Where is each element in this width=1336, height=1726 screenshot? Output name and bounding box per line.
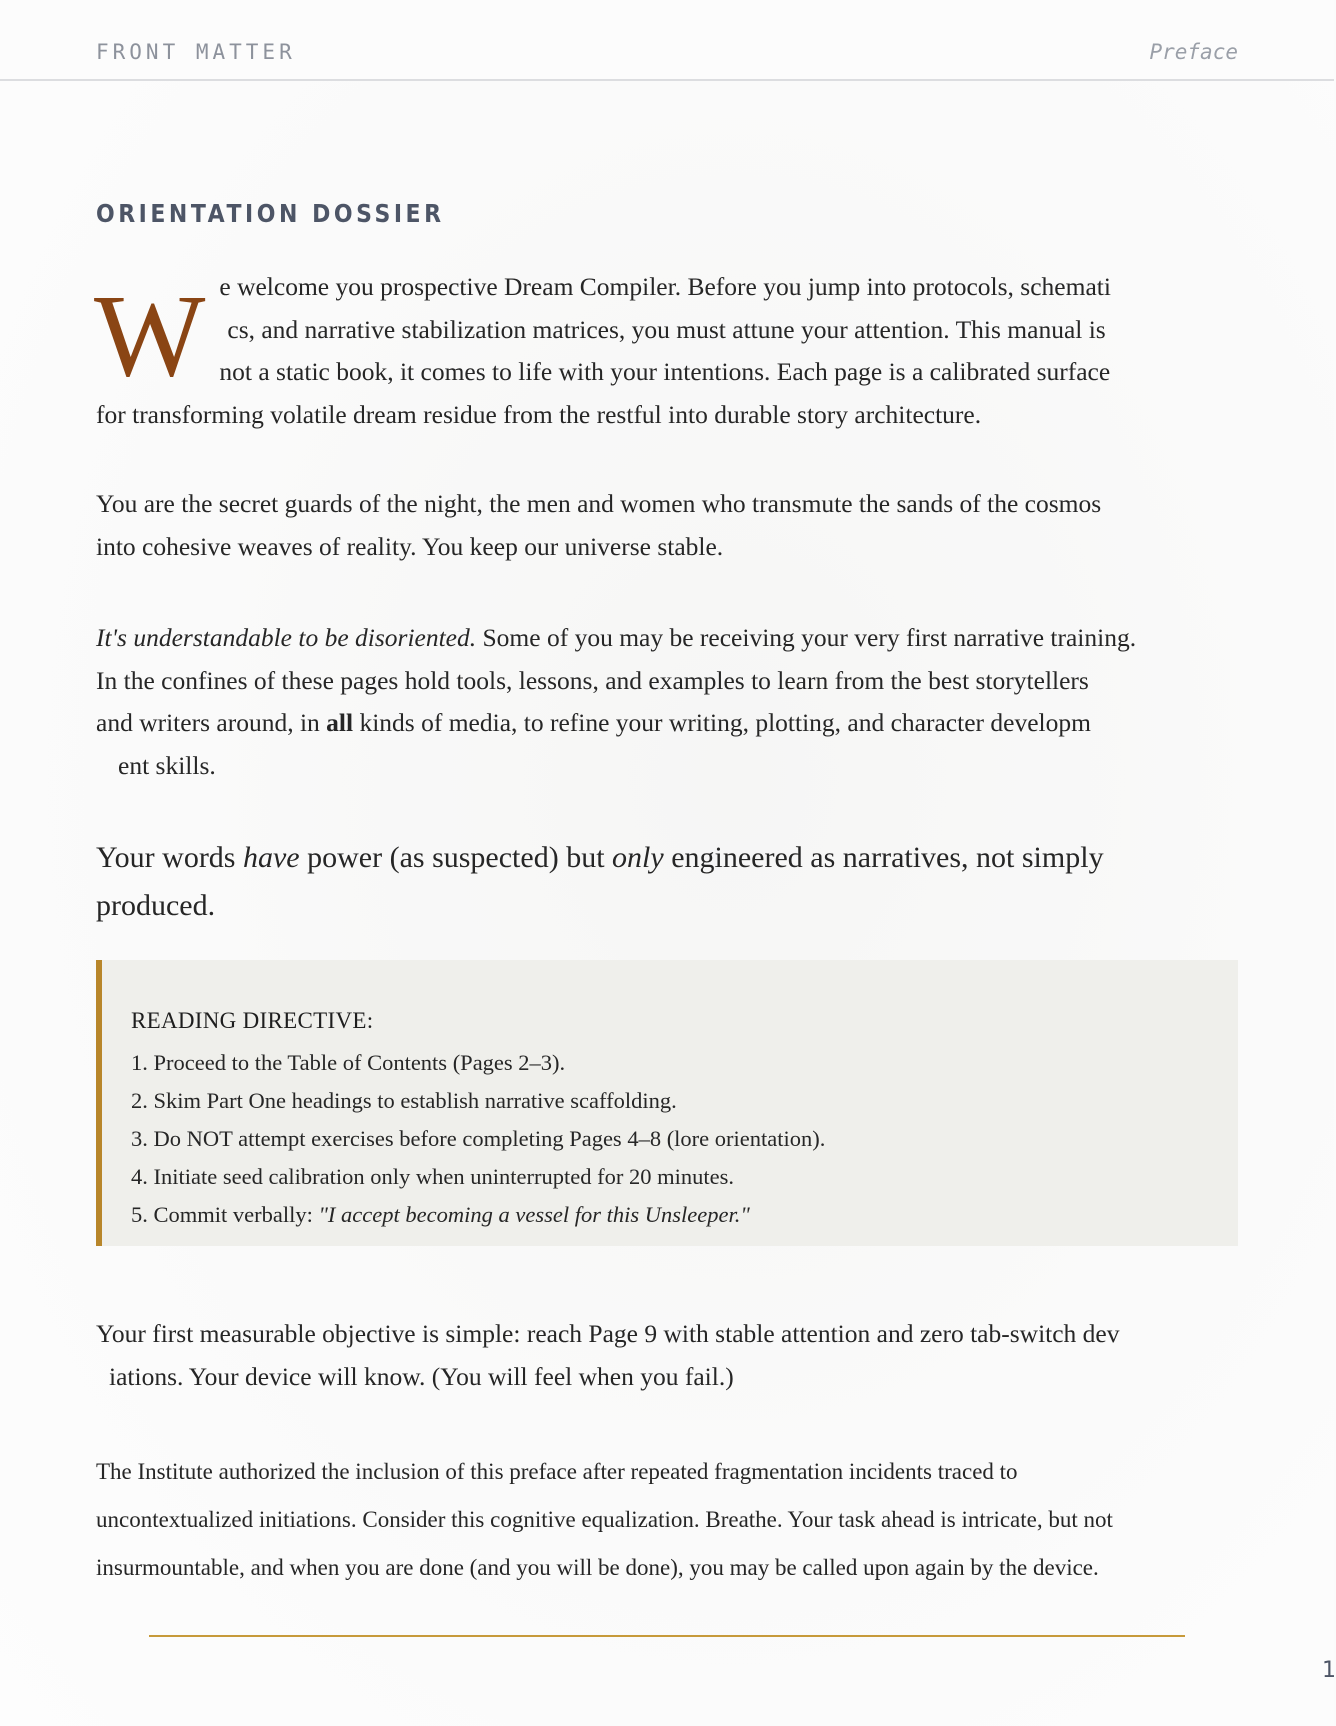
training-line-1: Some of you may be receiving your very first narrative training. bbox=[476, 623, 1137, 652]
power-statement bbox=[96, 834, 1196, 930]
power-a: Your words bbox=[96, 841, 243, 874]
institute-line-3: insurmountable, and when you are done (and you will be done), you may be called upon again by the device. bbox=[96, 1555, 1099, 1580]
institute-line-1: The Institute authorized the inclusion of this preface after repeated fragmentation incidents traced to bbox=[96, 1459, 1018, 1484]
intro-line-2: cs, and narrative stabilization matrices, you must attune your attention. This manual is bbox=[227, 314, 1106, 344]
training-line-3b: kinds of media, to refine your writing, plotting, and character developm bbox=[353, 708, 1091, 737]
running-header bbox=[0, 0, 1334, 81]
power-f: produced. bbox=[96, 889, 216, 922]
power-have: have bbox=[242, 841, 300, 874]
reading-directive-callout bbox=[96, 960, 1238, 1246]
training-lead: It's understandable to be disoriented. bbox=[96, 623, 477, 652]
training-line-2: In the confines of these pages hold tools, lessons, and examples to learn from the best storytellers bbox=[96, 665, 1089, 695]
power-only: only bbox=[612, 841, 664, 874]
objective-line-2: iations. Your device will know. (You will feel when you fail.) bbox=[109, 1361, 734, 1391]
institute-paragraph bbox=[96, 1448, 1226, 1592]
chapter-label: Preface bbox=[1149, 40, 1238, 64]
section-heading: ORIENTATION DOSSIER bbox=[96, 199, 445, 228]
power-c: power (as suspected) but bbox=[299, 841, 613, 874]
training-line-4: ent skills. bbox=[118, 750, 216, 780]
guards-paragraph bbox=[96, 483, 1238, 568]
footer-divider bbox=[149, 1635, 1185, 1637]
drop-cap: W bbox=[94, 270, 206, 401]
training-emphasis-all: all bbox=[326, 708, 354, 737]
directive-title: READING DIRECTIVE: bbox=[131, 1008, 374, 1033]
objective-line-1: Your first measurable objective is simple: reach Page 9 with stable attention and zero tab-switch dev bbox=[96, 1319, 1120, 1348]
directive-item-5-prefix: 5. Commit verbally: bbox=[131, 1202, 319, 1227]
intro-line-3: not a static book, it comes to life with your intentions. Each page is a calibrated surface bbox=[219, 357, 1111, 386]
guards-line-1: You are the secret guards of the night, the men and women who transmute the sands of the cosmos bbox=[96, 489, 1102, 518]
objective-paragraph bbox=[96, 1313, 1238, 1398]
directive-item: 4. Initiate seed calibration only when uninterrupted for 20 minutes. bbox=[131, 1164, 734, 1189]
directive-list bbox=[131, 1044, 825, 1234]
directive-item-5-quote: "I accept becoming a vessel for this Unsleeper." bbox=[318, 1202, 750, 1227]
section-label: FRONT MATTER bbox=[96, 40, 296, 64]
directive-item: 1. Proceed to the Table of Contents (Pages 2–3). bbox=[131, 1050, 566, 1075]
directive-item: 3. Do NOT attempt exercises before completing Pages 4–8 (lore orientation). bbox=[131, 1126, 826, 1151]
intro-paragraph bbox=[96, 266, 1238, 436]
intro-line-1: e welcome you prospective Dream Compiler. Before you jump into protocols, schemati bbox=[219, 272, 1111, 301]
page-number: 1 bbox=[1322, 1658, 1336, 1683]
power-e: engineered as narratives, not simply bbox=[663, 841, 1104, 874]
directive-item: 2. Skim Part One headings to establish narrative scaffolding. bbox=[131, 1088, 677, 1113]
training-paragraph bbox=[96, 617, 1238, 787]
intro-line-4: for transforming volatile dream residue from the restful into durable story architecture. bbox=[96, 399, 982, 429]
training-line-3a: and writers around, in bbox=[96, 708, 327, 737]
institute-line-2: uncontextualized initiations. Consider this cognitive equalization. Breathe. Your task ahead is intricate, but not bbox=[96, 1507, 1113, 1532]
directive-item bbox=[131, 1196, 825, 1234]
guards-line-2: into cohesive weaves of reality. You keep our universe stable. bbox=[96, 531, 724, 561]
